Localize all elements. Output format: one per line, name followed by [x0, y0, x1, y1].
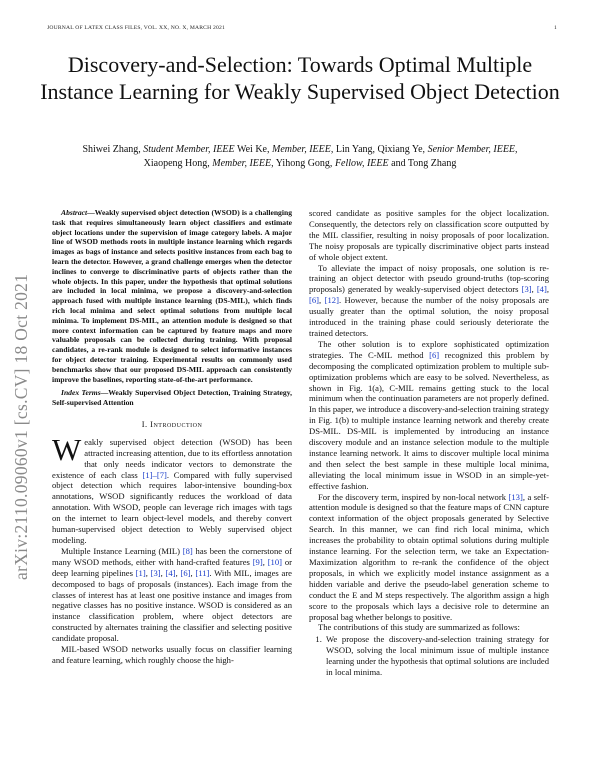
citation-link[interactable]: [12] — [324, 295, 339, 306]
journal-header: JOURNAL OF LATEX CLASS FILES, VOL. XX, NO. X, MARCH 2021 — [47, 25, 225, 31]
author-text: Wei Ke, — [234, 144, 272, 155]
citation-link[interactable]: [1] — [135, 567, 146, 578]
citation-link[interactable]: [3] — [521, 284, 532, 295]
arxiv-stamp[interactable]: arXiv:2110.09060v1 [cs.CV] 18 Oct 2021 — [11, 273, 31, 580]
citation-link[interactable]: [4] — [536, 284, 547, 295]
citation-link[interactable]: [3] — [150, 567, 161, 578]
intro-paragraph-1 — [52, 431, 292, 546]
paper-title: Discovery-and-Selection: Towards Optimal Multiple Instance Learning for Weakly Supervised Object Detection — [40, 52, 560, 104]
author-affiliation: Member, IEEE, — [212, 157, 274, 169]
body-text: , a self-attention module is designed so that the feature maps of CNN capture context information of the object proposals generated by Selective Search. In this manner, we can find rich local minima, which increases the probability to obtain optimal solutions during multiple instance learning. For the selection term, we take an Expectation-Maximization algorithm to re-rank the confidence of the object proposals, in which we explicitly model instance assignment as a hidden variable and derive the pseudo-label generation scheme to conduct the E and M steps respectively. The algorithm assign a high score to the proposals which lays a decisive role to determine an proposal bag whether belongs to positive. — [309, 491, 550, 622]
body-text: , — [319, 295, 325, 306]
body-text: , — [546, 284, 549, 295]
index-terms-lead: Index Terms — [61, 388, 101, 398]
citation-link[interactable]: [6] — [429, 349, 440, 360]
citation-link[interactable]: [6] — [309, 295, 320, 306]
right-column — [309, 208, 549, 678]
author-affiliation: Senior Member, IEEE, — [427, 144, 518, 155]
abstract-lead: Abstract — [61, 208, 88, 217]
body-text: , — [145, 567, 151, 578]
drop-cap: W — [52, 431, 82, 467]
left-column — [52, 208, 292, 666]
author-text: Lin Yang, Qixiang Ye, — [333, 144, 428, 155]
author-text: Xiaopeng Hong, — [143, 157, 213, 169]
index-terms-text: —Weakly Supervised Object Detection, Training Strategy, Self-supervised Attention — [52, 388, 292, 408]
citation-link[interactable]: [1]–[7] — [142, 469, 167, 480]
author-text: Yihong Gong, — [273, 157, 335, 169]
body-text: eakly supervised object detection (WSOD) has been attracted increasing attention, due to its effortless annotation that only needs indicator vectors to demonstrate the existence of each class — [52, 436, 292, 480]
author-list — [52, 143, 548, 170]
abstract — [52, 208, 292, 384]
citation-link[interactable]: [10] — [267, 556, 283, 567]
author-text: Shiwei Zhang, — [82, 144, 144, 155]
contribution-list — [309, 634, 549, 678]
body-text: , — [160, 567, 166, 578]
body-text: . However, because the number of the noisy proposals are usually greater than the optimal solution, the noisy proposal introduced in the training phase could seriously deteriorate the trained detectors. — [309, 295, 549, 338]
section-heading-introduction: I. Introduction — [141, 419, 203, 429]
list-item: 1. We propose the discovery-and-selection training strategy for WSOD, solving the local minimum issue of multiple instance learning under the hypothesis that optimal solutions are included in local minima. — [324, 634, 549, 678]
citation-link[interactable]: [9] — [252, 556, 263, 567]
author-affiliation: Fellow, IEEE — [334, 157, 389, 169]
body-text: has been the cornerstone of many WSOD methods, either with hand-crafted features — [52, 545, 292, 567]
running-head — [47, 25, 557, 31]
body-text: To alleviate the impact of noisy proposals, one solution is re-training an object detector with pseudo ground-truths (top-scoring proposals) generated by weakly-supervised object detectors — [309, 262, 549, 295]
body-text: recognized this problem by decomposing the complicated optimization problem to multiple sub-optimization problems which are easy to be solved. Nevertheless, as shown in Fig. 1(a), C-MIL remains getting stuck to the local minimum when the continuation parameters are not properly defined. In this paper, we introduce a discovery-and-selection training strategy in Fig. 1(b) to multiple instance learning network and thereby create DS-MIL. DS-MIL is implemented by introducing an instance discovery module and an instance selection module to the multiple instance learning network. It aims to discover multiple local minima and then select the best sample in these multiple local minima, alleviating the local minimum issue in WSOD in an simple-yet-effective fashion. — [309, 349, 549, 491]
body-text: . With MIL, images are decomposed to bags of proposals (instances). Each image from the classes of interest has at least one positive instance and images from negative classes has no positive instance. WSOD is considered as an instance classification problem, where object detectors are constructed by alternates training the classifier and selecting positive candidate proposal. — [52, 567, 293, 644]
author-text: and Tong Zhang — [388, 157, 457, 169]
body-text: Multiple Instance Learning (MIL) — [61, 545, 183, 556]
right-paragraph-5: The contributions of this study are summarized as follows: — [318, 622, 520, 633]
body-text: For the discovery term, inspired by non-local network — [318, 491, 509, 502]
intro-paragraph-3: MIL-based WSOD networks usually focus on classifier learning and feature learning, which roughly choose the high- — [52, 644, 292, 665]
body-text: , — [531, 284, 537, 295]
page-number: 1 — [554, 25, 557, 31]
body-text: , — [175, 567, 181, 578]
right-paragraph-4 — [309, 492, 549, 623]
body-text: , — [262, 556, 268, 567]
citation-link[interactable]: [8] — [182, 545, 193, 556]
right-paragraph-3 — [309, 339, 549, 492]
index-terms — [52, 388, 292, 408]
body-text: or deep learning pipelines — [52, 556, 292, 578]
abstract-text: —Weakly supervised object detection (WSOD) is a challenging task that requires simultaneously learn object classifiers and estimate object locations under the supervision of image category labels. A major line of WSOD methods roots in multiple instance learning which regards images as bags of instance and selects positive instances from each bag to learn the detector. However, a grand challenge emerges when the detector inclines to converge to discriminative parts of objects rather than the whole objects. In this paper, under the hypothesis that optimal solutions are included in local minima, we propose a discovery-and-selection approach fused with multiple instance learning (DS-MIL), which finds rich local minima and select optimal solutions from multiple local minima. To implement DS-MIL, an attention module is designed so that more context information can be captured by feature maps and more valuable proposals can be collected during training. With proposal candidates, a re-rank module is designed to select informative instances for object detector training. Experimental results on commonly used benchmarks show that our proposed DS-MIL approach can consistently improve the baselines, reporting state-of-the-art performance. — [52, 208, 292, 384]
intro-paragraph-2 — [52, 546, 292, 644]
body-text: , — [190, 567, 196, 578]
right-paragraph-1: scored candidate as positive samples for the object localization. Consequently, the detectors rely on classification score outputted by the MIL classifier, resulting in noisy proposals of poor localization. The noisy proposals are typically discriminative object parts instead of whole object extent. — [309, 208, 549, 262]
body-text: The other solution is to explore sophisticated optimization strategies. The C-MIL method — [309, 338, 549, 360]
citation-link[interactable]: [13] — [508, 491, 523, 502]
author-affiliation: Student Member, IEEE — [143, 144, 235, 155]
citation-link[interactable]: [11] — [195, 567, 210, 578]
author-affiliation: Member, IEEE, — [272, 144, 334, 155]
citation-link[interactable]: [6] — [180, 567, 191, 578]
citation-link[interactable]: [4] — [165, 567, 176, 578]
right-paragraph-2 — [309, 263, 549, 339]
body-text: . Compared with fully supervised object detection which requires labor-intensive bounding-box annotations, WSOD significantly reduces the workload of data annotation. With WSOD, people can leverage rich images with tags on the internet to learn object-level models, and thereby convert human-supervised object detection to Webly supervised object modeling. — [52, 469, 292, 545]
